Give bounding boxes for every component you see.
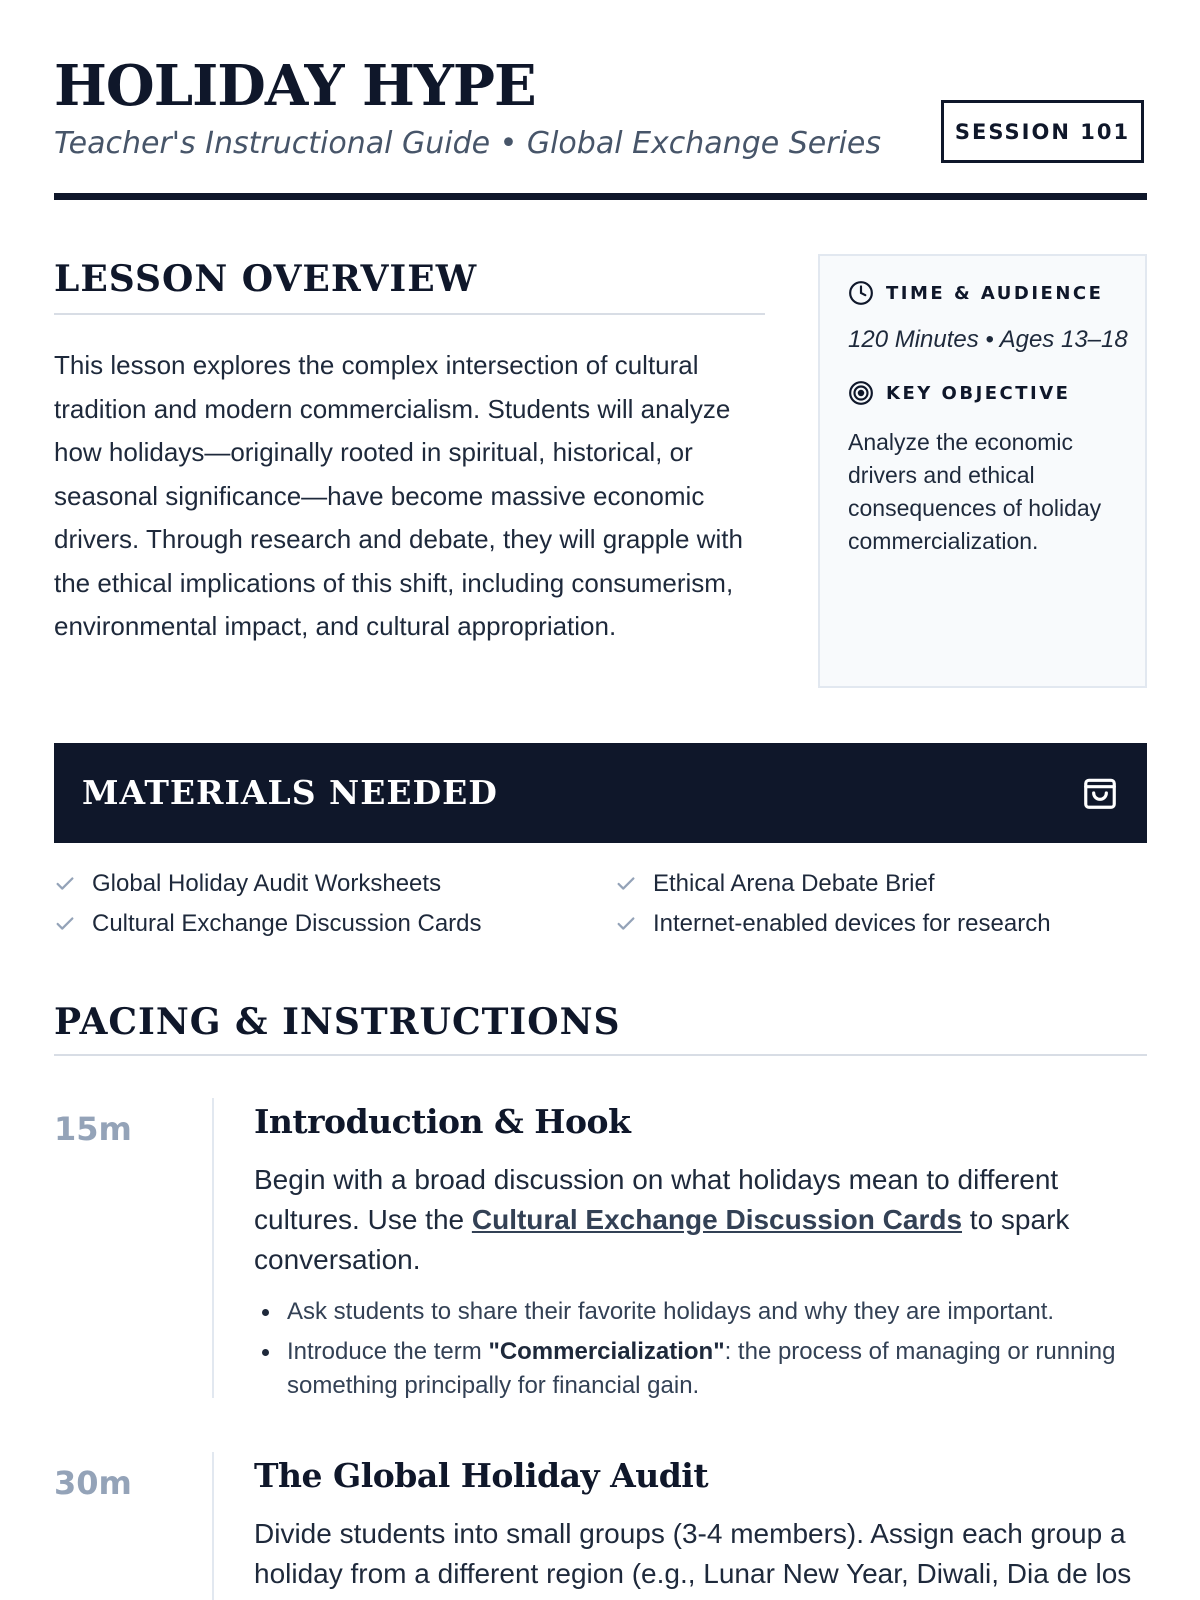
materials-item <box>54 870 441 898</box>
materials-heading: MATERIALS NEEDED <box>82 773 498 812</box>
commercialization-term: "Commercialization" <box>488 1338 725 1365</box>
materials-header-bar <box>54 743 1147 843</box>
check-icon <box>54 873 76 895</box>
materials-item-label: Cultural Exchange Discussion Cards <box>92 910 482 937</box>
step-bullet-text: Ask students to share their favorite holidays and why they are important. <box>287 1298 1055 1325</box>
step-bullet <box>254 1295 1154 1329</box>
step-bullet-text: Introduce the term <box>287 1338 489 1365</box>
step-duration: 15m <box>54 1110 132 1148</box>
step-description-text: Begin with a broad discussion on what holidays mean to different cultures. Use the <box>254 1164 1059 1235</box>
target-icon <box>848 380 874 406</box>
time-audience-label <box>848 280 1103 306</box>
step-bullet-text: : the process of managing or running something principally for financial gain. <box>287 1338 1116 1399</box>
lesson-overview-heading: LESSON OVERVIEW <box>54 258 478 300</box>
step-description <box>254 1160 1134 1280</box>
step-timeline-line <box>212 1098 214 1398</box>
materials-item <box>54 910 482 938</box>
key-objective-label-text: KEY OBJECTIVE <box>886 382 1071 404</box>
document-title: HOLIDAY HYPE <box>54 53 536 119</box>
step-bullet-list <box>254 1295 1154 1409</box>
materials-item-label: Global Holiday Audit Worksheets <box>92 870 442 897</box>
lesson-overview-text: This lesson explores the complex intersection of cultural tradition and modern commercialism. Students will analyze how holidays—originally rooted in spiritual, historical, or seasonal significance—have become massive economic drivers. Through research and debate, they will grapple with the ethical implications of this shift, including consumerism, environmental impact, and cultural appropriation. <box>54 350 743 641</box>
time-audience-label-text: TIME & AUDIENCE <box>886 282 1104 304</box>
overview-divider <box>54 313 765 315</box>
session-badge: SESSION 101 <box>941 100 1144 163</box>
step-title: The Global Holiday Audit <box>254 1456 709 1495</box>
header-divider <box>54 193 1147 200</box>
step-duration: 30m <box>54 1464 132 1502</box>
key-objective-value: Analyze the economic drivers and ethical consequences of holiday commercialization. <box>848 429 1102 554</box>
lesson-info-card <box>818 254 1147 688</box>
check-icon <box>615 913 637 935</box>
step-timeline-line <box>212 1452 214 1600</box>
document-subtitle: Teacher's Instructional Guide • Global Exchange Series <box>54 126 881 161</box>
pacing-heading: PACING & INSTRUCTIONS <box>54 1001 621 1043</box>
step-title: Introduction & Hook <box>254 1102 631 1141</box>
step-bullet <box>254 1335 1154 1403</box>
step-description: Divide students into small groups (3-4 members). Assign each group a holiday from a different region (e.g., Lunar New Year, Diwali, Dia de los <box>254 1518 1132 1589</box>
clock-icon <box>848 280 874 306</box>
discussion-cards-link[interactable]: Cultural Exchange Discussion Cards <box>471 1204 963 1235</box>
pacing-divider <box>54 1054 1147 1056</box>
check-icon <box>615 873 637 895</box>
materials-item <box>615 910 1051 938</box>
materials-item-label: Internet-enabled devices for research <box>653 910 1051 937</box>
step-description-text: to spark conversation. <box>254 1204 1070 1275</box>
check-icon <box>54 913 76 935</box>
shopping-bag-icon <box>1081 773 1119 813</box>
materials-item-label: Ethical Arena Debate Brief <box>653 870 935 897</box>
materials-item <box>615 870 935 898</box>
key-objective-label <box>848 380 1070 406</box>
time-audience-value: 120 Minutes • Ages 13–18 <box>848 326 1128 353</box>
